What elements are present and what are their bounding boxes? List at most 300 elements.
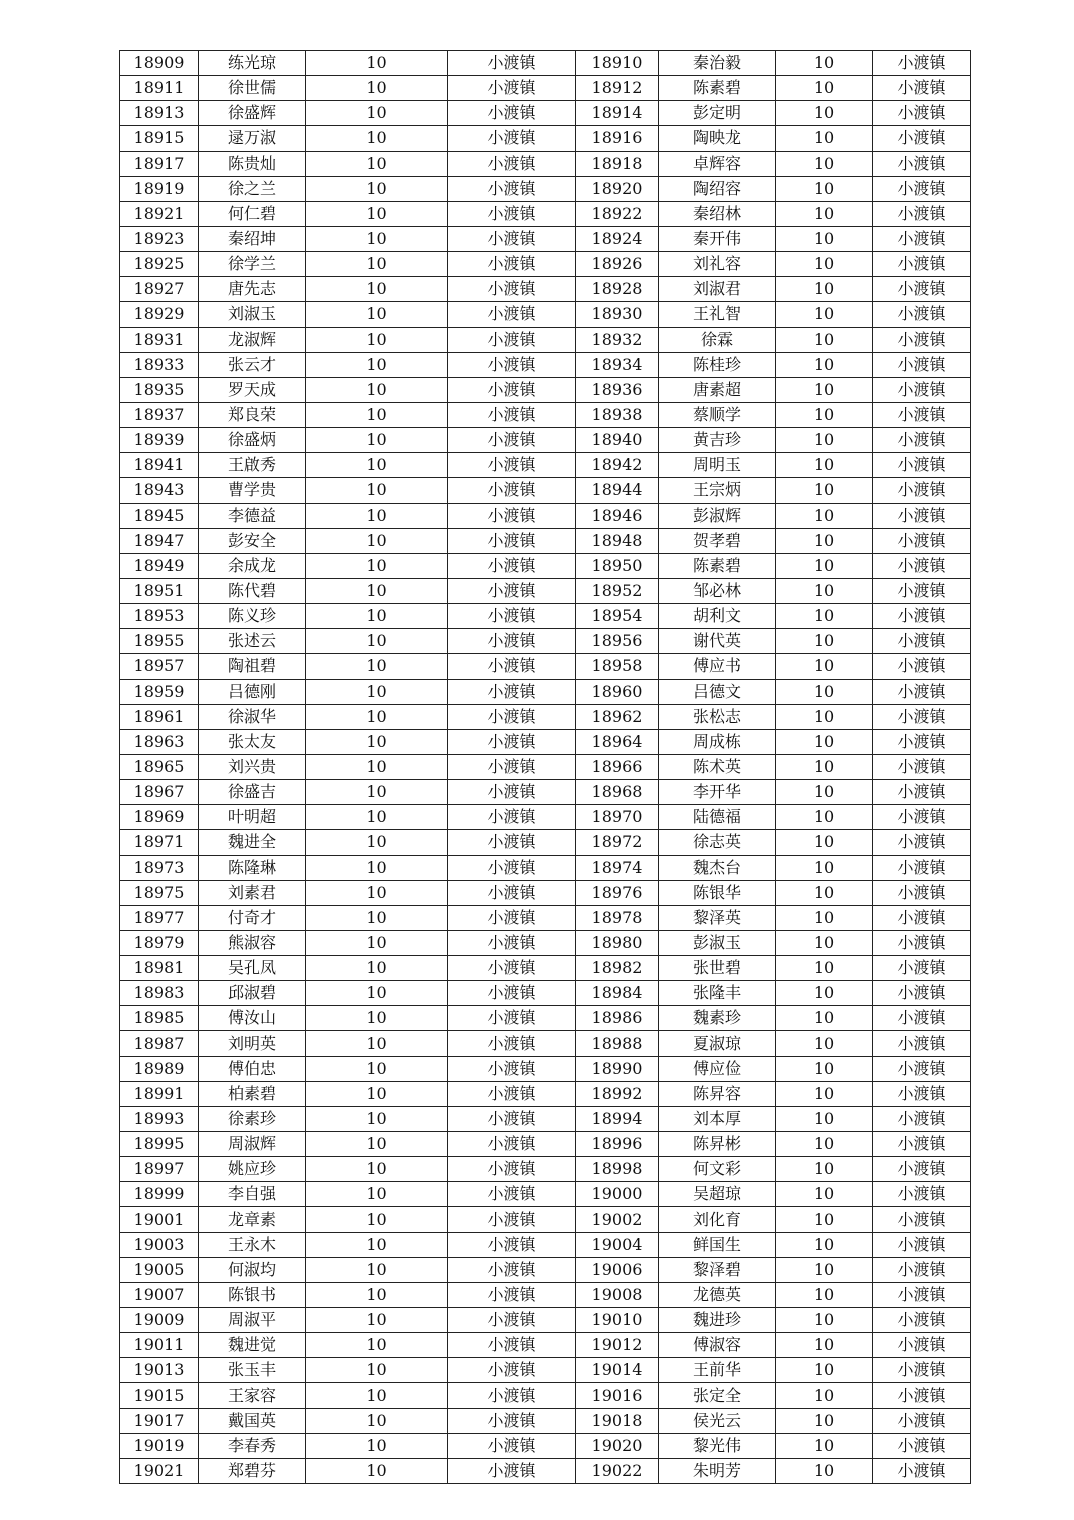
town-cell: 小渡镇 [873,1458,971,1483]
amount-cell: 10 [306,553,448,578]
amount-cell: 10 [776,252,873,277]
name-cell: 秦绍林 [659,201,776,226]
table-row [120,905,971,930]
id-cell: 18962 [576,704,659,729]
town-cell: 小渡镇 [448,201,576,226]
town-cell: 小渡镇 [448,830,576,855]
table-row [120,1182,971,1207]
name-cell: 唐素超 [659,377,776,402]
id-cell: 18973 [120,855,199,880]
name-cell: 吴孔凤 [199,956,306,981]
name-cell: 陈银华 [659,880,776,905]
name-cell: 李开华 [659,780,776,805]
amount-cell: 10 [776,1282,873,1307]
id-cell: 18977 [120,905,199,930]
id-cell: 18994 [576,1106,659,1131]
amount-cell: 10 [776,578,873,603]
id-cell: 18935 [120,377,199,402]
amount-cell: 10 [306,503,448,528]
town-cell: 小渡镇 [873,1257,971,1282]
town-cell: 小渡镇 [448,1132,576,1157]
amount-cell: 10 [776,1132,873,1157]
town-cell: 小渡镇 [448,905,576,930]
town-cell: 小渡镇 [873,1333,971,1358]
table-row [120,956,971,981]
name-cell: 黎光伟 [659,1433,776,1458]
town-cell: 小渡镇 [448,478,576,503]
town-cell: 小渡镇 [873,327,971,352]
amount-cell: 10 [776,201,873,226]
town-cell: 小渡镇 [448,453,576,478]
table-row [120,930,971,955]
name-cell: 周淑辉 [199,1132,306,1157]
id-cell: 19016 [576,1383,659,1408]
id-cell: 19020 [576,1433,659,1458]
name-cell: 张太友 [199,729,306,754]
name-cell: 王家容 [199,1383,306,1408]
amount-cell: 10 [306,729,448,754]
id-cell: 19006 [576,1257,659,1282]
id-cell: 18913 [120,101,199,126]
town-cell: 小渡镇 [873,930,971,955]
id-cell: 18978 [576,905,659,930]
id-cell: 18960 [576,679,659,704]
amount-cell: 10 [776,629,873,654]
name-cell: 郑良荣 [199,402,306,427]
id-cell: 18952 [576,578,659,603]
amount-cell: 10 [306,76,448,101]
table-row [120,729,971,754]
name-cell: 谢代英 [659,629,776,654]
table-row [120,855,971,880]
town-cell: 小渡镇 [873,252,971,277]
id-cell: 18918 [576,151,659,176]
name-cell: 彭淑玉 [659,930,776,955]
name-cell: 叶明超 [199,805,306,830]
amount-cell: 10 [306,1232,448,1257]
town-cell: 小渡镇 [873,352,971,377]
id-cell: 19013 [120,1358,199,1383]
amount-cell: 10 [776,880,873,905]
id-cell: 18965 [120,754,199,779]
name-cell: 唐先志 [199,277,306,302]
town-cell: 小渡镇 [448,1157,576,1182]
town-cell: 小渡镇 [448,805,576,830]
table-row [120,654,971,679]
name-cell: 彭淑辉 [659,503,776,528]
name-cell: 徐志英 [659,830,776,855]
id-cell: 19021 [120,1458,199,1483]
id-cell: 18988 [576,1031,659,1056]
amount-cell: 10 [776,1182,873,1207]
id-cell: 18932 [576,327,659,352]
name-cell: 徐霖 [659,327,776,352]
id-cell: 18931 [120,327,199,352]
name-cell: 魏进珍 [659,1308,776,1333]
town-cell: 小渡镇 [448,252,576,277]
name-cell: 徐之兰 [199,176,306,201]
name-cell: 付奇才 [199,905,306,930]
id-cell: 18955 [120,629,199,654]
town-cell: 小渡镇 [448,76,576,101]
id-cell: 18936 [576,377,659,402]
table-row [120,1433,971,1458]
table-row [120,1308,971,1333]
table-row [120,578,971,603]
town-cell: 小渡镇 [873,1081,971,1106]
name-cell: 刘明英 [199,1031,306,1056]
id-cell: 19001 [120,1207,199,1232]
table-row [120,377,971,402]
town-cell: 小渡镇 [448,126,576,151]
town-cell: 小渡镇 [873,428,971,453]
amount-cell: 10 [776,277,873,302]
id-cell: 18942 [576,453,659,478]
id-cell: 18910 [576,51,659,76]
amount-cell: 10 [776,478,873,503]
table-row [120,805,971,830]
name-cell: 熊淑容 [199,930,306,955]
id-cell: 18999 [120,1182,199,1207]
town-cell: 小渡镇 [873,1031,971,1056]
id-cell: 18986 [576,1006,659,1031]
name-cell: 陆德福 [659,805,776,830]
table-row [120,503,971,528]
id-cell: 18979 [120,930,199,955]
id-cell: 18948 [576,528,659,553]
name-cell: 陈昇容 [659,1081,776,1106]
id-cell: 18921 [120,201,199,226]
town-cell: 小渡镇 [873,478,971,503]
id-cell: 18950 [576,553,659,578]
table-row [120,352,971,377]
name-cell: 傅汝山 [199,1006,306,1031]
amount-cell: 10 [776,981,873,1006]
name-cell: 刘淑玉 [199,302,306,327]
town-cell: 小渡镇 [873,277,971,302]
name-cell: 鲜国生 [659,1232,776,1257]
amount-cell: 10 [306,1358,448,1383]
amount-cell: 10 [776,101,873,126]
amount-cell: 10 [306,453,448,478]
amount-cell: 10 [776,1358,873,1383]
name-cell: 徐淑华 [199,704,306,729]
amount-cell: 10 [306,352,448,377]
town-cell: 小渡镇 [448,780,576,805]
amount-cell: 10 [306,1458,448,1483]
name-cell: 秦开伟 [659,226,776,251]
amount-cell: 10 [776,453,873,478]
town-cell: 小渡镇 [448,101,576,126]
town-cell: 小渡镇 [448,1282,576,1307]
town-cell: 小渡镇 [873,453,971,478]
id-cell: 18958 [576,654,659,679]
town-cell: 小渡镇 [448,1081,576,1106]
id-cell: 18941 [120,453,199,478]
id-cell: 18961 [120,704,199,729]
name-cell: 陈义珍 [199,604,306,629]
town-cell: 小渡镇 [873,1433,971,1458]
town-cell: 小渡镇 [448,1006,576,1031]
amount-cell: 10 [776,302,873,327]
name-cell: 刘礼容 [659,252,776,277]
id-cell: 18980 [576,930,659,955]
name-cell: 王前华 [659,1358,776,1383]
table-row [120,478,971,503]
town-cell: 小渡镇 [873,805,971,830]
town-cell: 小渡镇 [873,1358,971,1383]
town-cell: 小渡镇 [448,880,576,905]
town-cell: 小渡镇 [873,51,971,76]
amount-cell: 10 [306,252,448,277]
amount-cell: 10 [306,1031,448,1056]
id-cell: 18985 [120,1006,199,1031]
town-cell: 小渡镇 [448,327,576,352]
table-row [120,754,971,779]
town-cell: 小渡镇 [873,1132,971,1157]
name-cell: 柏素碧 [199,1081,306,1106]
id-cell: 18944 [576,478,659,503]
id-cell: 18919 [120,176,199,201]
town-cell: 小渡镇 [873,855,971,880]
name-cell: 周淑平 [199,1308,306,1333]
table-row [120,1106,971,1131]
amount-cell: 10 [306,1282,448,1307]
name-cell: 徐盛炳 [199,428,306,453]
amount-cell: 10 [306,604,448,629]
town-cell: 小渡镇 [448,1182,576,1207]
amount-cell: 10 [306,1006,448,1031]
id-cell: 19000 [576,1182,659,1207]
table-row [120,1383,971,1408]
town-cell: 小渡镇 [448,151,576,176]
table-row [120,1458,971,1483]
table-row [120,830,971,855]
id-cell: 18998 [576,1157,659,1182]
amount-cell: 10 [306,830,448,855]
amount-cell: 10 [776,754,873,779]
name-cell: 傅应俭 [659,1056,776,1081]
town-cell: 小渡镇 [448,578,576,603]
town-cell: 小渡镇 [448,402,576,427]
town-cell: 小渡镇 [873,101,971,126]
name-cell: 卓辉容 [659,151,776,176]
town-cell: 小渡镇 [873,754,971,779]
name-cell: 魏杰台 [659,855,776,880]
town-cell: 小渡镇 [448,1056,576,1081]
amount-cell: 10 [776,377,873,402]
id-cell: 18915 [120,126,199,151]
amount-cell: 10 [776,780,873,805]
amount-cell: 10 [306,428,448,453]
table-row [120,1232,971,1257]
table-row [120,981,971,1006]
name-cell: 黄吉珍 [659,428,776,453]
town-cell: 小渡镇 [448,1408,576,1433]
id-cell: 18927 [120,277,199,302]
id-cell: 18940 [576,428,659,453]
id-cell: 18956 [576,629,659,654]
name-cell: 吴超琼 [659,1182,776,1207]
town-cell: 小渡镇 [448,51,576,76]
name-cell: 徐世儒 [199,76,306,101]
name-cell: 傅伯忠 [199,1056,306,1081]
name-cell: 张述云 [199,629,306,654]
id-cell: 18970 [576,805,659,830]
town-cell: 小渡镇 [448,729,576,754]
amount-cell: 10 [776,503,873,528]
amount-cell: 10 [776,704,873,729]
amount-cell: 10 [306,1106,448,1131]
amount-cell: 10 [776,402,873,427]
name-cell: 李自强 [199,1182,306,1207]
amount-cell: 10 [306,1383,448,1408]
table-row [120,101,971,126]
amount-cell: 10 [306,754,448,779]
town-cell: 小渡镇 [873,704,971,729]
table-row [120,1006,971,1031]
amount-cell: 10 [306,1333,448,1358]
name-cell: 王永木 [199,1232,306,1257]
amount-cell: 10 [776,654,873,679]
town-cell: 小渡镇 [448,528,576,553]
amount-cell: 10 [306,956,448,981]
town-cell: 小渡镇 [448,704,576,729]
amount-cell: 10 [306,780,448,805]
name-cell: 彭安全 [199,528,306,553]
amount-cell: 10 [306,1132,448,1157]
name-cell: 黎泽碧 [659,1257,776,1282]
id-cell: 19010 [576,1308,659,1333]
name-cell: 邹必林 [659,578,776,603]
table-row [120,1081,971,1106]
town-cell: 小渡镇 [448,1207,576,1232]
table-row [120,1056,971,1081]
amount-cell: 10 [306,176,448,201]
amount-cell: 10 [306,126,448,151]
name-cell: 何仁碧 [199,201,306,226]
name-cell: 吕德文 [659,679,776,704]
amount-cell: 10 [306,704,448,729]
id-cell: 18949 [120,553,199,578]
town-cell: 小渡镇 [873,1232,971,1257]
id-cell: 18945 [120,503,199,528]
name-cell: 王宗炳 [659,478,776,503]
amount-cell: 10 [776,226,873,251]
town-cell: 小渡镇 [448,377,576,402]
table-row [120,51,971,76]
name-cell: 侯光云 [659,1408,776,1433]
name-cell: 张松志 [659,704,776,729]
town-cell: 小渡镇 [448,981,576,1006]
town-cell: 小渡镇 [873,302,971,327]
id-cell: 18967 [120,780,199,805]
amount-cell: 10 [776,126,873,151]
id-cell: 18911 [120,76,199,101]
town-cell: 小渡镇 [873,126,971,151]
name-cell: 李德益 [199,503,306,528]
name-cell: 陈桂珍 [659,352,776,377]
name-cell: 何文彩 [659,1157,776,1182]
name-cell: 秦绍坤 [199,226,306,251]
name-cell: 龙德英 [659,1282,776,1307]
amount-cell: 10 [776,1157,873,1182]
amount-cell: 10 [776,1006,873,1031]
name-cell: 徐盛吉 [199,780,306,805]
name-cell: 刘化育 [659,1207,776,1232]
table-row [120,1132,971,1157]
amount-cell: 10 [306,1157,448,1182]
amount-cell: 10 [776,51,873,76]
table-row [120,402,971,427]
id-cell: 19003 [120,1232,199,1257]
amount-cell: 10 [306,478,448,503]
id-cell: 18929 [120,302,199,327]
town-cell: 小渡镇 [873,76,971,101]
amount-cell: 10 [776,855,873,880]
amount-cell: 10 [776,76,873,101]
table-row [120,1282,971,1307]
table-row [120,76,971,101]
name-cell: 刘兴贵 [199,754,306,779]
table-row [120,1408,971,1433]
town-cell: 小渡镇 [873,1182,971,1207]
town-cell: 小渡镇 [873,830,971,855]
name-cell: 贺孝碧 [659,528,776,553]
id-cell: 18923 [120,226,199,251]
roster-table [119,50,971,1484]
id-cell: 18990 [576,1056,659,1081]
amount-cell: 10 [306,679,448,704]
amount-cell: 10 [306,101,448,126]
id-cell: 18917 [120,151,199,176]
id-cell: 18912 [576,76,659,101]
id-cell: 18987 [120,1031,199,1056]
town-cell: 小渡镇 [873,528,971,553]
id-cell: 18939 [120,428,199,453]
town-cell: 小渡镇 [448,629,576,654]
table-row [120,528,971,553]
id-cell: 19009 [120,1308,199,1333]
town-cell: 小渡镇 [873,1207,971,1232]
name-cell: 陈代碧 [199,578,306,603]
amount-cell: 10 [306,302,448,327]
name-cell: 张定全 [659,1383,776,1408]
amount-cell: 10 [776,1308,873,1333]
name-cell: 陈术英 [659,754,776,779]
town-cell: 小渡镇 [448,1333,576,1358]
id-cell: 18996 [576,1132,659,1157]
town-cell: 小渡镇 [448,930,576,955]
id-cell: 19007 [120,1282,199,1307]
name-cell: 吕德刚 [199,679,306,704]
name-cell: 戴国英 [199,1408,306,1433]
name-cell: 蔡顺学 [659,402,776,427]
id-cell: 18926 [576,252,659,277]
town-cell: 小渡镇 [873,956,971,981]
id-cell: 18983 [120,981,199,1006]
amount-cell: 10 [306,151,448,176]
name-cell: 练光琼 [199,51,306,76]
id-cell: 18972 [576,830,659,855]
id-cell: 18968 [576,780,659,805]
amount-cell: 10 [306,1081,448,1106]
town-cell: 小渡镇 [873,176,971,201]
table-row [120,1031,971,1056]
amount-cell: 10 [776,729,873,754]
id-cell: 18964 [576,729,659,754]
town-cell: 小渡镇 [448,1308,576,1333]
